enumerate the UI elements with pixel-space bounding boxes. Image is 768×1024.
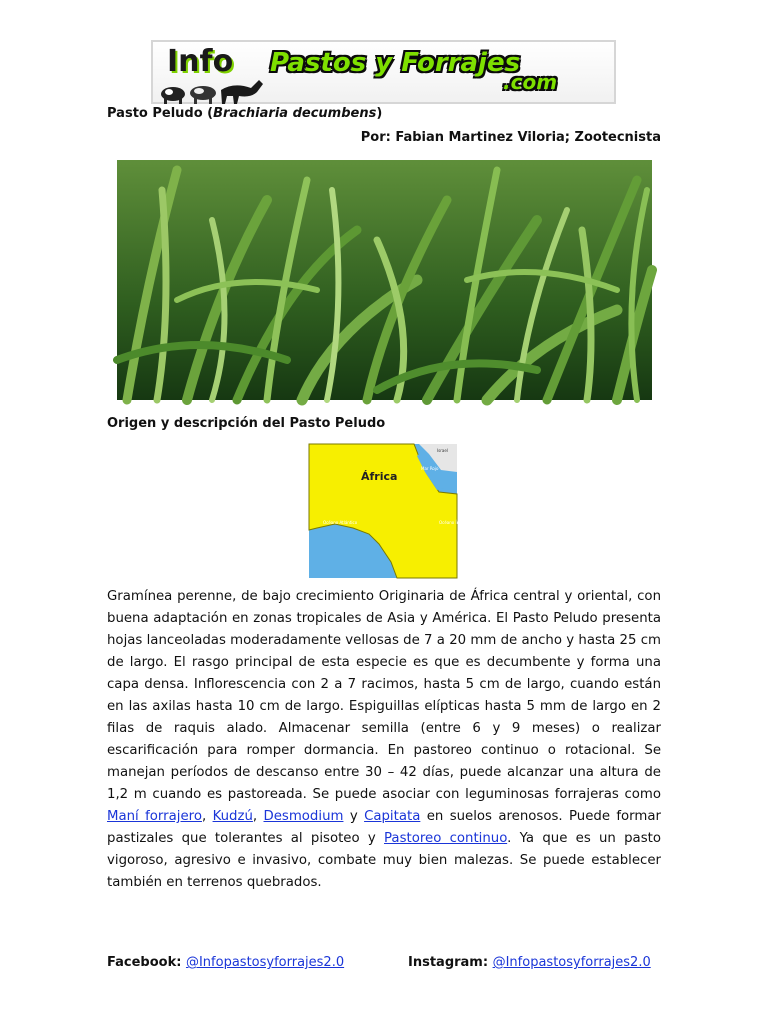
link-mani-forrajero[interactable]: Maní forrajero (107, 809, 202, 824)
link-pastoreo-continuo[interactable]: Pastoreo continuo (384, 831, 508, 846)
grass-image (117, 160, 652, 400)
africa-map (309, 444, 468, 578)
scientific-name: Brachiaria decumbens (213, 106, 377, 121)
instagram-link[interactable]: @Infopastosyforrajes2.0 (492, 955, 651, 970)
map-label-atlantic: Océano Atlántico (323, 520, 358, 525)
grass-photo (117, 160, 652, 400)
logo-info-text: Info (167, 44, 234, 79)
logo-main-text: Pastos y Forrajes (270, 48, 521, 78)
logo-com-text: .com (503, 70, 558, 94)
link-capitata[interactable]: Capitata (364, 809, 421, 824)
link-desmodium[interactable]: Desmodium (263, 809, 344, 824)
link-kudzu[interactable]: Kudzú (212, 809, 253, 824)
map-label-indian: Océano Índico (439, 520, 468, 525)
map-label-israel: Israel (437, 448, 448, 453)
article-body: Gramínea perenne, de bajo crecimiento Originaria de África central y oriental, con buena adaptación en zonas tropicales de Asia y América. El Pasto Peludo presenta hojas lanceoladas moderadamente vellosas de 7 a 20 mm de ancho y hasta 25 cm de largo. El rasgo principal de esta especie es que es decumbente y forma una capa densa. Inflorescencia con 2 a 7 racimos, hasta 5 cm de largo, cuando están en las axilas hasta 10 cm de largo. Espiguillas elípticas hasta 5 mm de largo en 2 filas de raquis alado. Almacenar semilla (entre 6 y 9 meses) o realizar escarificación para romper dormancia. En pastoreo continuo o rotacional. Se manejan períodos de descanso entre 30 – 42 días, puede alcanzar una altura de 1,2 m cuando es pastoreada. Se puede asociar con leguminosas forrajeras como Maní forrajero, Kudzú, Desmodium y Capitata en suelos arenosos. Puede formar pastizales que tolerantes al pisoteo y Pastoreo continuo. Ya que es un pasto vigoroso, agresivo e invasivo, combate muy bien malezas. Se puede establecer también en terrenos quebrados. (107, 589, 661, 890)
farm-animals-icon (159, 76, 269, 104)
site-logo[interactable] (151, 40, 616, 104)
map-label-africa: África (361, 470, 398, 483)
map-label-red-sea: Mar Rojo (421, 466, 439, 471)
footer-facebook (107, 955, 344, 970)
facebook-label: Facebook: (107, 955, 182, 970)
facebook-link[interactable]: @Infopastosyforrajes2.0 (185, 955, 345, 970)
article-author: Por: Fabian Martinez Viloria; Zootecnista (360, 130, 661, 145)
section-heading: Origen y descripción del Pasto Peludo (107, 416, 386, 431)
instagram-label: Instagram: (408, 955, 489, 970)
article-title: Pasto Peludo (Brachiaria decumbens) (107, 106, 383, 121)
footer-instagram (408, 955, 651, 970)
